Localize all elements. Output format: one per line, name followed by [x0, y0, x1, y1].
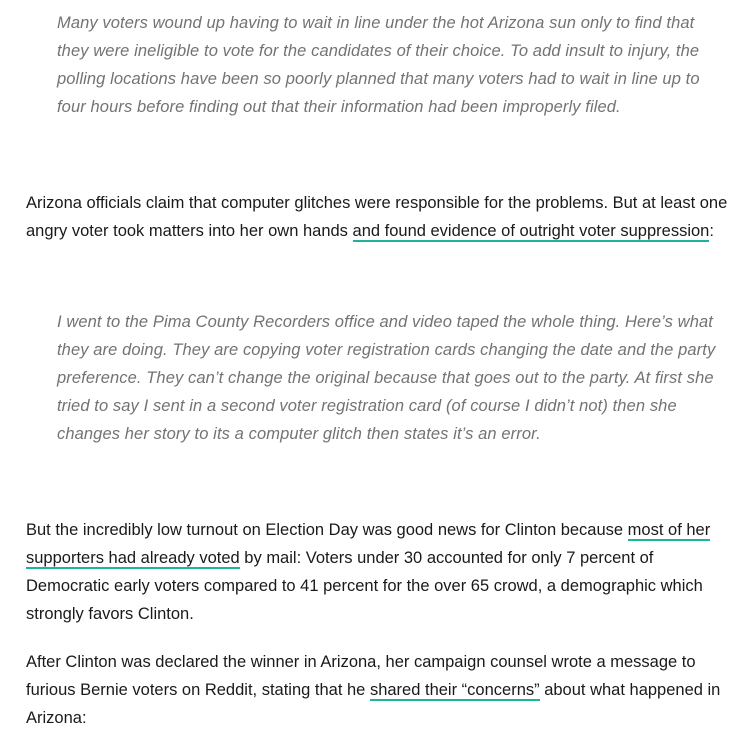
blockquote-ineligible-voters	[57, 9, 722, 121]
paragraph-text: :	[709, 222, 714, 240]
blockquote-pima-county	[57, 308, 722, 448]
paragraph-text: by mail: Voters under 30 accounted for only 7 percent of Democratic early voters compared to 41 percent for the over 65 crowd, a demographic which strongly favors Clinton.	[26, 549, 703, 623]
link-voter-suppression-evidence[interactable]: and found evidence of outright voter suppression	[352, 222, 710, 240]
paragraph-text: But the incredibly low turnout on Election Day was good news for Clinton because	[26, 521, 628, 539]
link-shared-concerns[interactable]: shared their “concerns”	[369, 681, 540, 699]
paragraph-computer-glitches	[26, 189, 740, 245]
paragraph-text: Arizona officials claim that computer glitches were responsible for the problems. But at least one angry voter took matters into her own hands	[26, 194, 728, 240]
blockquote-text: I went to the Pima County Recorders office and video taped the whole thing. Here’s what they are doing. They are copying voter registration cards changing the date and the party preference. They can’t change the original because that goes out to the party. At first she tried to say I sent in a second voter registration card (of course I didn’t not) then she changes her story to its a computer glitch then states it’s an error.	[57, 313, 716, 443]
blockquote-text: Many voters wound up having to wait in line under the hot Arizona sun only to find that they were ineligible to vote for the candidates of their choice. To add insult to injury, the polling locations have been so poorly planned that many voters had to wait in line up to four hours before finding out that their information had been improperly filed.	[57, 14, 700, 116]
paragraph-low-turnout	[26, 516, 736, 628]
paragraph-text: After Clinton was declared the winner in Arizona, her campaign counsel wrote a message to furious Bernie voters on Reddit, stating that he	[26, 653, 696, 699]
paragraph-text: about what happened in Arizona:	[26, 681, 721, 727]
paragraph-campaign-counsel	[26, 648, 738, 732]
link-supporters-already-voted[interactable]: most of her supporters had already voted	[26, 521, 711, 567]
